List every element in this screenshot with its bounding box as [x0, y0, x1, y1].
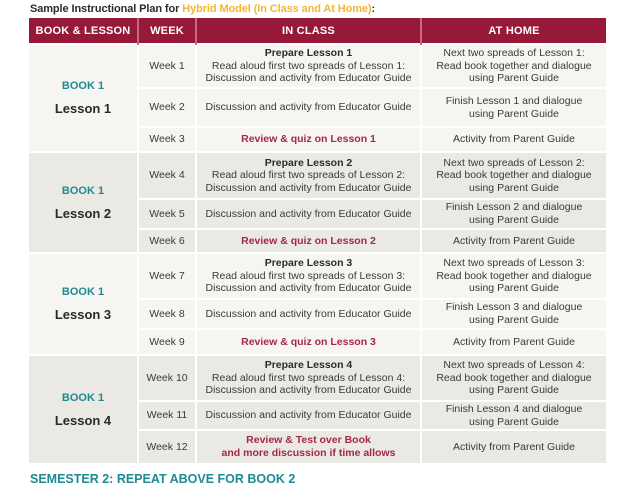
- in-class-line: Discussion and activity from Educator Guide: [205, 207, 412, 220]
- week-cell: Week 11: [138, 401, 196, 430]
- instructional-plan-table: [29, 18, 606, 463]
- lesson-label: Lesson 3: [54, 307, 112, 322]
- header-book-lesson: BOOK & LESSON: [29, 18, 138, 44]
- review-line: Review & quiz on Lesson 1: [241, 133, 376, 146]
- at-home-line: Next two spreads of Lesson 2:: [443, 156, 585, 169]
- at-home-line: Read book together and dialogue: [436, 59, 592, 72]
- week-cell: Week 6: [138, 229, 196, 253]
- in-class-line: Read aloud first two spreads of Lesson 4:: [211, 371, 406, 384]
- semester-note: SEMESTER 2: REPEAT ABOVE FOR BOOK 2: [30, 472, 296, 486]
- lesson-label: Lesson 2: [54, 205, 112, 221]
- book-lesson-cell: [29, 44, 138, 152]
- at-home-line: Read book together and dialogue: [436, 269, 592, 282]
- at-home-line: Finish Lesson 4 and dialogue: [445, 402, 583, 415]
- week-cell: Week 4: [138, 152, 196, 199]
- at-home-line: Next two spreads of Lesson 3:: [443, 257, 585, 270]
- book-label: BOOK 1: [61, 391, 105, 404]
- in-class-line: Discussion and activity from Educator Guide: [205, 409, 412, 422]
- in-class-cell: [196, 253, 421, 299]
- in-class-cell: [196, 299, 421, 329]
- at-home-line: using Parent Guide: [469, 107, 559, 120]
- at-home-cell: [421, 401, 606, 430]
- at-home-line: Next two spreads of Lesson 1:: [443, 47, 585, 60]
- at-home-line: Activity from Parent Guide: [453, 234, 575, 247]
- at-home-cell: [421, 199, 606, 229]
- week-cell: Week 9: [138, 329, 196, 355]
- week-cell: Week 5: [138, 199, 196, 229]
- at-home-line: using Parent Guide: [469, 214, 559, 226]
- table-row: [29, 44, 606, 88]
- in-class-line: Discussion and activity from Educator Guide: [205, 101, 412, 114]
- in-class-cell: [196, 430, 421, 463]
- at-home-line: Finish Lesson 2 and dialogue: [445, 201, 583, 214]
- in-class-heading: Prepare Lesson 2: [264, 156, 353, 169]
- at-home-cell: [421, 253, 606, 299]
- table-header-row: [29, 18, 606, 44]
- at-home-line: Finish Lesson 1 and dialogue: [445, 94, 583, 107]
- at-home-cell: [421, 355, 606, 401]
- in-class-cell: [196, 401, 421, 430]
- in-class-heading: Prepare Lesson 4: [264, 359, 353, 372]
- table-body: [29, 44, 606, 463]
- title-prefix: Sample Instructional Plan for: [30, 3, 183, 15]
- week-cell: Week 8: [138, 299, 196, 329]
- review-line: Review & quiz on Lesson 2: [241, 234, 376, 247]
- week-cell: Week 7: [138, 253, 196, 299]
- at-home-cell: [421, 299, 606, 329]
- in-class-cell: [196, 355, 421, 401]
- in-class-line: Read aloud first two spreads of Lesson 1:: [211, 59, 406, 72]
- in-class-line: Discussion and activity from Educator Guide: [205, 282, 412, 295]
- page-title: [30, 3, 375, 15]
- book-lesson-cell: [29, 355, 138, 463]
- at-home-cell: [421, 152, 606, 199]
- in-class-line: Discussion and activity from Educator Guide: [205, 72, 412, 85]
- at-home-cell: [421, 127, 606, 152]
- table-row: [29, 355, 606, 401]
- in-class-line: Discussion and activity from Educator Guide: [205, 181, 412, 194]
- title-suffix: :: [371, 3, 376, 15]
- at-home-line: using Parent Guide: [469, 415, 559, 428]
- header-in-class: IN CLASS: [196, 18, 421, 44]
- week-cell: Week 2: [138, 88, 196, 127]
- in-class-line: Read aloud first two spreads of Lesson 3:: [211, 269, 406, 282]
- title-highlight: Hybrid Model (In Class and At Home): [182, 3, 372, 15]
- at-home-cell: [421, 229, 606, 253]
- review-line: and more discussion if time allows: [221, 447, 396, 459]
- table-row: [29, 253, 606, 299]
- at-home-line: Read book together and dialogue: [436, 371, 592, 384]
- at-home-cell: [421, 88, 606, 127]
- review-line: Review & Test over Book: [246, 434, 371, 447]
- lesson-label: Lesson 4: [54, 412, 112, 428]
- at-home-line: using Parent Guide: [469, 181, 559, 194]
- in-class-cell: [196, 329, 421, 355]
- at-home-line: Finish Lesson 3 and dialogue: [445, 301, 583, 314]
- at-home-line: Activity from Parent Guide: [453, 440, 575, 453]
- at-home-cell: [421, 430, 606, 463]
- week-cell: Week 1: [138, 44, 196, 88]
- in-class-heading: Prepare Lesson 1: [264, 47, 353, 60]
- in-class-cell: [196, 199, 421, 229]
- in-class-cell: [196, 44, 421, 88]
- review-line: Review & quiz on Lesson 3: [241, 335, 376, 348]
- in-class-cell: [196, 88, 421, 127]
- header-at-home: AT HOME: [421, 18, 606, 44]
- at-home-cell: [421, 44, 606, 88]
- at-home-line: using Parent Guide: [469, 282, 559, 295]
- in-class-line: Read aloud first two spreads of Lesson 2:: [211, 169, 406, 182]
- at-home-line: using Parent Guide: [469, 314, 559, 326]
- book-lesson-cell: [29, 253, 138, 355]
- in-class-cell: [196, 229, 421, 253]
- at-home-line: Read book together and dialogue: [436, 169, 592, 182]
- table-row: [29, 152, 606, 199]
- at-home-line: Next two spreads of Lesson 4:: [443, 359, 585, 372]
- in-class-cell: [196, 127, 421, 152]
- week-cell: Week 12: [138, 430, 196, 463]
- header-week: WEEK: [138, 18, 196, 44]
- week-cell: Week 3: [138, 127, 196, 152]
- book-label: BOOK 1: [61, 80, 105, 93]
- at-home-line: Activity from Parent Guide: [453, 133, 575, 146]
- in-class-cell: [196, 152, 421, 199]
- book-lesson-cell: [29, 152, 138, 253]
- book-label: BOOK 1: [61, 286, 105, 299]
- at-home-line: Activity from Parent Guide: [453, 335, 575, 348]
- book-label: BOOK 1: [61, 184, 105, 197]
- in-class-line: Discussion and activity from Educator Guide: [205, 384, 412, 397]
- at-home-line: using Parent Guide: [469, 384, 559, 397]
- at-home-cell: [421, 329, 606, 355]
- in-class-line: Discussion and activity from Educator Guide: [205, 307, 412, 320]
- week-cell: Week 10: [138, 355, 196, 401]
- at-home-line: using Parent Guide: [469, 72, 559, 85]
- in-class-heading: Prepare Lesson 3: [264, 257, 353, 270]
- lesson-label: Lesson 1: [54, 101, 112, 116]
